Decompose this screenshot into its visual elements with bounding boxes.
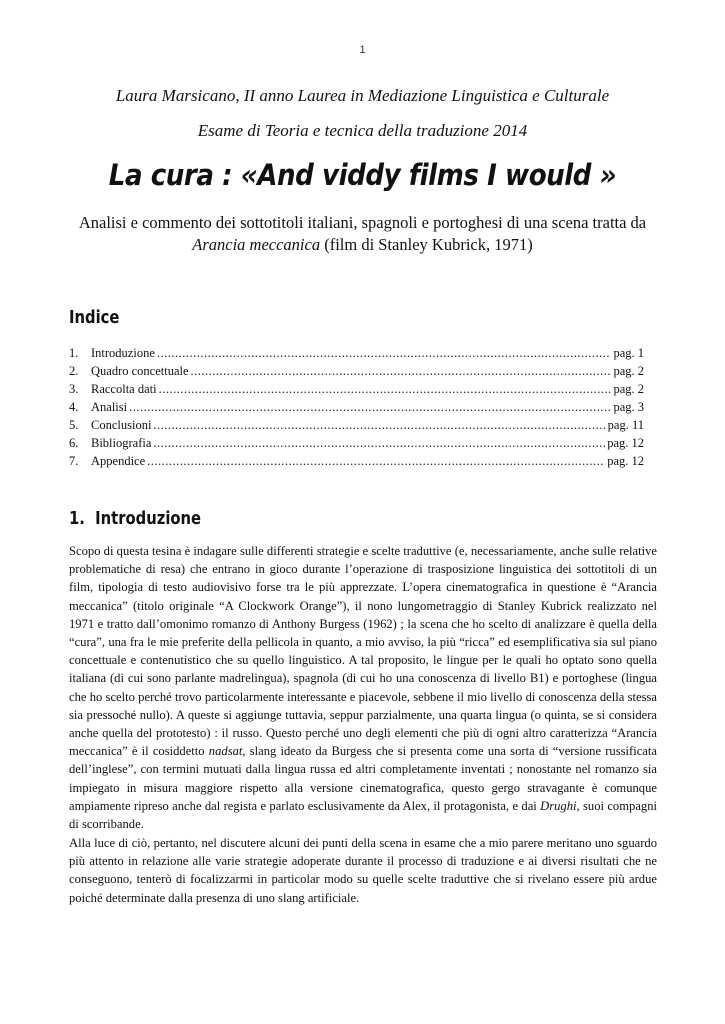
toc-item-page: pag. 12 [607, 454, 644, 468]
toc-leader-dots [157, 344, 612, 362]
toc-item-page: pag. 11 [607, 418, 644, 432]
toc-item-number: 6. [69, 436, 79, 450]
toc-item-label: Conclusioni [91, 418, 152, 432]
toc-heading: Indice [69, 307, 120, 328]
toc-item[interactable] [69, 398, 644, 416]
toc-item-page: pag. 2 [613, 382, 644, 396]
toc-item-number: 5. [69, 418, 79, 432]
toc-item-number: 4. [69, 400, 79, 414]
exam-line: Esame di Teoria e tecnica della traduzione 2014 [197, 121, 528, 140]
paragraph-text: Scopo di questa tesina è indagare sulle differenti strategie e scelte traduttive (e, necessariamente, anche sulle relative problematiche di resa) che entrano in gioco durante l’operazione di trasposizione linguistica dei sottotitoli di un film, tipologia di testo audiovisivo forse tra le più apprezzate. L’opera cinematografica in questione è “Arancia meccanica” (titolo originale “A Clockwork Orange”), il nono lungometraggio di Stanley Kubrick realizzato nel 1971 e tratto dall’omonimo romanzo di Anthony Burgess (1962) ; la scena che ho scelto di analizzare è quella della “cura”, una fra le mie preferite della pellicola in quanto, a mio avviso, la più “ricca” ed esemplificativa sia sul piano concettuale e contenutistico che su quello linguistico. A tal proposito, le lingue per le quali ho optato sono quella italiana (di cui sono parlante madrelingua), spagnola (di cui ho una conoscenza di livello B1) e portoghese (lingua che ho scelto perché trovo particolarmente interessante e piacevole, sebbene il mio livello di conoscenza della stessa sia pressoché nullo). A queste si aggiunge tuttavia, seppur parzialmente, una quarta lingua (o quinta, se si considera anche quella del prototesto) : il russo. Questo perché uno degli elementi che più di ogni altro caratterizza “Arancia meccanica” è il cosiddetto [69, 544, 657, 759]
subtitle-film-info: (film di Stanley Kubrick, 1971) [324, 235, 533, 254]
toc-item[interactable] [69, 380, 644, 398]
toc-leader-dots [159, 380, 612, 398]
toc-item-label: Raccolta dati [91, 382, 157, 396]
toc-item-label: Bibliografia [91, 436, 152, 450]
toc-item[interactable] [69, 344, 644, 362]
toc-item[interactable] [69, 416, 644, 434]
toc-item-number: 7. [69, 454, 79, 468]
paragraph-text: , slang ideato da Burgess che si presenta come una sorta di “versione russificata dell’inglese”, con termini mutuati dalla lingua russa ed altri completamente inventati ; nonostante nel romanzo sia impiegato in misura maggiore rispetto alla versione cinematografica, questo gergo stravagante è comunque ampiamente ripreso anche dal regista e parlato esclusivamente da Alex, il protagonista, e dai [69, 744, 657, 813]
toc-leader-dots [153, 416, 605, 434]
term-drughi: Drughi, [540, 798, 580, 813]
toc-item-label: Quadro concettuale [91, 364, 189, 378]
section-heading-introduzione [69, 508, 201, 529]
document-subtitle [60, 212, 665, 256]
toc-item[interactable] [69, 362, 644, 380]
section-title: Introduzione [95, 508, 202, 529]
toc-item-label: Introduzione [91, 346, 155, 360]
toc-item-number: 2. [69, 364, 79, 378]
paragraph-text: suoi compagni di scorribande. [69, 798, 658, 832]
subtitle-film-title: Arancia meccanica [192, 235, 321, 254]
toc-item-page: pag. 1 [613, 346, 644, 360]
toc-item-number: 3. [69, 382, 79, 396]
document-title: La cura : «And viddy films I would » [108, 158, 617, 192]
toc-leader-dots [129, 398, 611, 416]
toc-item[interactable] [69, 452, 644, 470]
intro-paragraph-2: Alla luce di ciò, pertanto, nel discutere alcuni dei punti della scena in esame che a mio parere meritano uno sguardo più attento in relazione alle varie strategie adoperate durante il processo di traduzione e ai diversi risultati che ne conseguono, tenterò di focalizzarmi in particolar modo su quelle scelte traduttive che si rivelano essere più ardue poiché determinate dalla presenza di uno slang artificiale. [69, 836, 657, 905]
toc-item-page: pag. 2 [613, 364, 644, 378]
section-number: 1. [69, 508, 85, 529]
toc-item-page: pag. 3 [613, 400, 644, 414]
toc-item-label: Appendice [91, 454, 146, 468]
table-of-contents [69, 344, 644, 470]
toc-item[interactable] [69, 434, 644, 452]
toc-leader-dots [191, 362, 612, 380]
toc-item-number: 1. [69, 346, 79, 360]
author-line: Laura Marsicano, II anno Laurea in Mediazione Linguistica e Culturale [115, 86, 610, 105]
toc-leader-dots [153, 434, 605, 452]
page-number: 1 [359, 44, 366, 56]
intro-paragraph-1 [69, 542, 657, 833]
toc-item-label: Analisi [91, 400, 128, 414]
term-nadsat: nadsat [208, 744, 243, 759]
toc-leader-dots [147, 452, 605, 470]
subtitle-text: Analisi e commento dei sottotitoli italiani, spagnoli e portoghesi di una scena tratta da [78, 213, 647, 232]
toc-item-page: pag. 12 [607, 436, 644, 450]
